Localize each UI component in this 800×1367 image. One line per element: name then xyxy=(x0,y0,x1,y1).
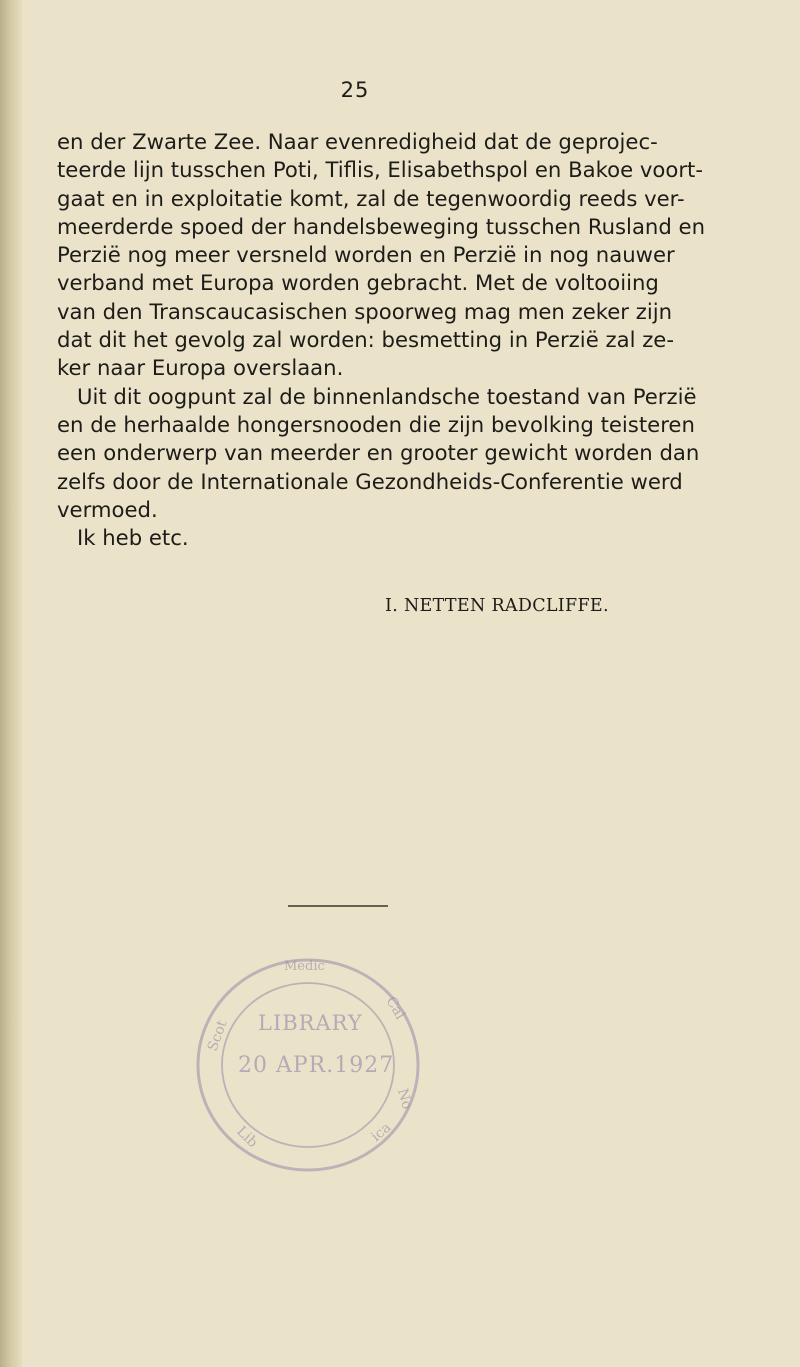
text-line: ker naar Europa overslaan. xyxy=(57,355,344,381)
svg-text:No: No xyxy=(394,1086,415,1112)
stamp-label: LIBRARY xyxy=(258,1011,363,1035)
text-line: teerde lijn tusschen Poti, Tiflis, Elisabethspol en Bakoe voort- xyxy=(57,157,703,183)
library-stamp xyxy=(176,900,446,1200)
text-line: meerderde spoed der handelsbeweging tusschen Rusland en xyxy=(57,213,706,239)
text-line: vermoed. xyxy=(57,496,158,522)
text-line: een onderwerp van meerder en grooter gewicht worden dan xyxy=(57,440,700,466)
svg-text:Cal: Cal xyxy=(382,994,409,1023)
svg-text:Scot: Scot xyxy=(204,1018,231,1054)
text-line: en de herhaalde hongersnooden die zijn bevolking teisteren xyxy=(57,411,695,437)
stamp-date: 20 APR.1927 xyxy=(238,1053,395,1078)
body-text xyxy=(57,128,706,552)
text-line: dat dit het gevolg zal worden: besmetting in Perzië zal ze- xyxy=(57,327,674,353)
svg-text:ica: ica xyxy=(368,1119,395,1146)
book-spine-edge xyxy=(0,0,22,1367)
text-line: Perzië nog meer versneld worden en Perzië in nog nauwer xyxy=(57,242,675,268)
text-line: verband met Europa worden gebracht. Met de voltooiing xyxy=(57,270,659,296)
page-number: 25 xyxy=(340,78,370,102)
author-signature: I. NETTEN RADCLIFFE. xyxy=(385,596,609,616)
text-line: Uit dit oogpunt zal de binnenlandsche toestand van Perzië xyxy=(77,383,697,409)
text-line: gaat en in exploitatie komt, zal de tegenwoordig reeds ver- xyxy=(57,185,685,211)
svg-text:Medic: Medic xyxy=(284,959,325,974)
text-line: van den Transcaucasischen spoorweg mag men zeker zijn xyxy=(57,298,673,324)
text-line: zelfs door de Internationale Gezondheids-Conferentie werd xyxy=(57,468,683,494)
text-line: en der Zwarte Zee. Naar evenredigheid dat de geprojec- xyxy=(57,129,658,154)
text-line: Ik heb etc. xyxy=(77,525,189,551)
svg-text:Lib: Lib xyxy=(233,1123,261,1151)
